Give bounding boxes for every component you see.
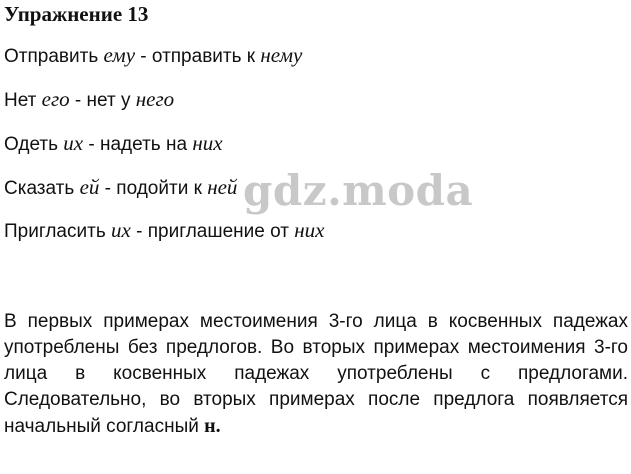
watermark-logo: gdz.moda [243, 166, 474, 215]
example-phrase: отправить к [151, 46, 256, 67]
example-verb: Нет [4, 90, 37, 111]
example-separator: - [99, 178, 117, 199]
example-separator: - [130, 221, 148, 242]
example-verb: Пригласить [4, 221, 106, 242]
example-verb: Одеть [4, 134, 58, 155]
explanation-text: В первых примерах местоимения 3-го лица в косвенных падежах употреблены без предлогов. Во вторых примерах местоимения 3-го лица в косвенных падежах употреблены с предлогами. Следовательно, во вторых примерах после предлога появляется начальный согласный [4, 311, 628, 437]
example-pronoun-with-preposition: них [192, 131, 223, 155]
example-pronoun: ему [103, 43, 136, 67]
example-separator: - [135, 46, 152, 67]
example-separator: - [83, 134, 100, 155]
explanation-bold-letter: н. [204, 415, 221, 437]
example-phrase: приглашение от [147, 221, 289, 242]
example-line [4, 175, 237, 201]
example-separator: - [69, 90, 87, 111]
example-line [4, 218, 325, 244]
example-pronoun: их [111, 218, 131, 242]
example-pronoun: их [63, 131, 84, 155]
example-verb: Сказать [4, 178, 75, 199]
example-line [4, 43, 302, 69]
example-line [4, 131, 223, 157]
example-pronoun: его [41, 87, 70, 111]
example-phrase: нет у [86, 90, 131, 111]
example-pronoun-with-preposition: нему [260, 43, 303, 67]
example-phrase: подойти к [116, 178, 202, 199]
explanation-paragraph [4, 309, 628, 440]
example-verb: Отправить [4, 46, 99, 67]
example-pronoun-with-preposition: ней [207, 175, 238, 199]
example-pronoun-with-preposition: него [135, 87, 175, 111]
example-line [4, 87, 174, 113]
example-pronoun: ей [79, 175, 100, 199]
example-phrase: надеть на [100, 134, 188, 155]
example-pronoun-with-preposition: них [294, 218, 325, 242]
exercise-title: Упражнение 13 [4, 2, 149, 26]
